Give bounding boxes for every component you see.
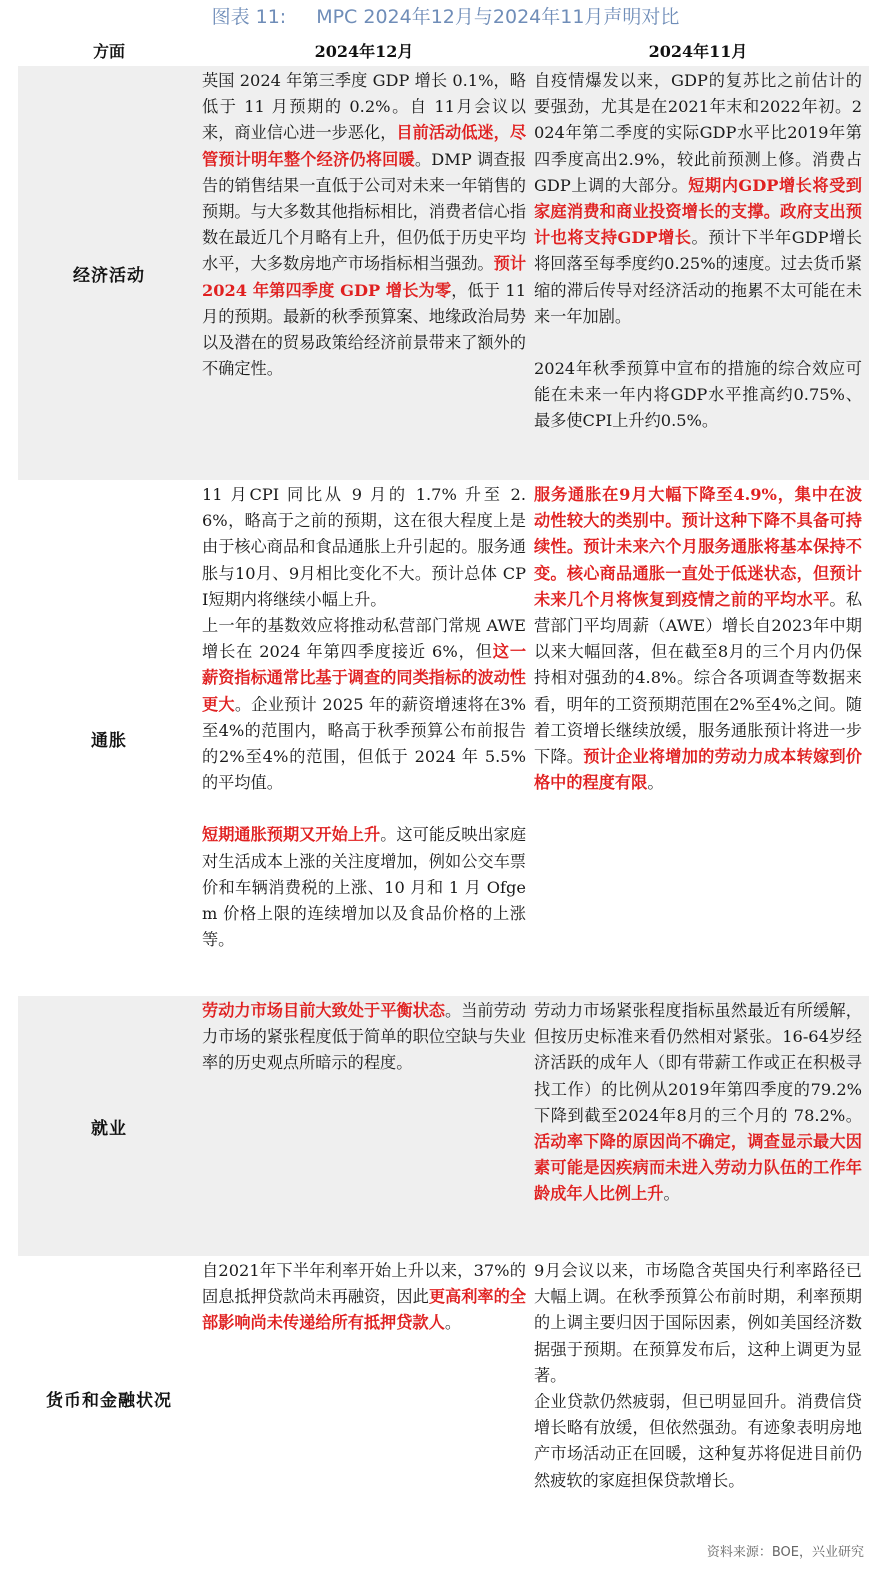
- row-label-economy: 经济活动: [73, 265, 145, 286]
- source-note: 资料来源：BOE，兴业研究: [706, 1545, 864, 1560]
- header-dec-2024: 2024年12月: [314, 42, 414, 61]
- highlight-text: 更高利率的全部影响尚未传递给所有抵押贷款人: [202, 1287, 526, 1333]
- highlight-text: 这一薪资指标通常比基于调查的同类指标的波动性更大: [202, 642, 526, 714]
- highlight-text: 劳动力市场目前大致处于平衡状态: [202, 1001, 446, 1020]
- cell-economy-dec: 英国 2024 年第三季度 GDP 增长 0.1%，略低于 11 月预期的 0.2%。自 11月会议以来，商业信心进一步恶化，目前活动低迷，尽管预计明年整个经济仍将回暖。DMP 调查报告的销售结果一直低于公司对未来一年销售的预期。与大多数其他指标相比，消费者信心指数在最近几个月略有上升，但仍低于历史平均水平，大多数房地产市场指标相当强劲。预计 2024 年第四季度 GDP 增长为零，低于 11 月的预期。最新的秋季预算案、地缘政治局势以及潜在的贸易政策给经济前景带来了额外的不确定性。: [202, 71, 526, 379]
- cell-employment-dec: 劳动力市场目前大致处于平衡状态。当前劳动力市场的紧张程度低于简单的职位空缺与失业率的历史观点所暗示的程度。: [202, 1001, 526, 1073]
- cell-employment-nov: 劳动力市场紧张程度指标虽然最近有所缓解，但按历史标准来看仍然相对紧张。16-64岁经济活跃的成年人（即有带薪工作或正在积极寻找工作）的比例从2019年第四季度的79.2%下降到截至2024年8月的三个月的 78.2%。活动率下降的原因尚不确定，调查显示最大因素可能是因疾病而未进入劳动力队伍的工作年龄成年人比例上升。: [534, 1001, 862, 1204]
- row-label-monetary: 货币和金融状况: [46, 1390, 172, 1411]
- header-nov-2024: 2024年11月: [648, 42, 748, 61]
- header-aspect: 方面: [92, 42, 125, 61]
- cell-economy-nov: 自疫情爆发以来，GDP的复苏比之前估计的要强劲，尤其是在2021年末和2022年初。2024年第二季度的实际GDP水平比2019年第四季度高出2.9%，较此前预测上修。消费占GDP上调的大部分。短期内GDP增长将受到家庭消费和商业投资增长的支撑。政府支出预计也将支持GDP增长。预计下半年GDP增长将回落至每季度约0.25%的速度。过去货币紧缩的滞后传导对经济活动的拖累不太可能在未来一年加剧。 2024年秋季预算中宣布的措施的综合效应可能在未来一年内将GDP水平推高约0.75%、最多使CPI上升约0.5%。: [534, 71, 862, 431]
- highlight-text: 预计 2024 年第四季度 GDP 增长为零: [202, 254, 526, 300]
- highlight-text: 活动率下降的原因尚不确定，调查显示最大因素可能是因疾病而未进入劳动力队伍的工作年龄成年人比例上升: [534, 1132, 862, 1204]
- row-label-employment: 就业: [91, 1118, 127, 1139]
- figure-number: 图表 11:: [211, 6, 287, 28]
- cell-monetary-nov: 9月会议以来，市场隐含英国央行利率路径已大幅上调。在秋季预算公布前时期，利率预期的上调主要归因于国际因素，例如美国经济数据强于预期。在预算发布后，这种上调更为显著。 企业贷款仍然疲弱，但已明显回升。消费信贷增长略有放缓，但依然强劲。有迹象表明房地产市场活动正在回暖，这种复苏将促进目前仍然疲软的家庭担保贷款增长。: [534, 1261, 862, 1490]
- figure-title-text: MPC 2024年12月与2024年11月声明对比: [316, 6, 680, 28]
- cell-inflation-dec: 11 月CPI 同比从 9 月的 1.7% 升至 2.6%，略高于之前的预期，这在很大程度上是由于核心商品和食品通胀上升引起的。服务通胀与10月、9月相比变化不大。预计总体 CPI短期内将继续小幅上升。 上一年的基数效应将推动私营部门常规 AWE 增长在 2024 年第四季度接近 6%，但这一薪资指标通常比基于调查的同类指标的波动性更大。企业预计 2025 年的薪资增速将在3%至4%的范围内，略高于秋季预算公布前报告的2%至4%的范围，但低于 2024 年 5.5%的平均值。 短期通胀预期又开始上升。这可能反映出家庭对生活成本上涨的关注度增加，例如公交车票价和车辆消费税的上涨、10 月和 1 月 Ofgem 价格上限的连续增加以及食品价格的上涨等。: [202, 485, 526, 950]
- highlight-text: 短期内GDP增长将受到家庭消费和商业投资增长的支撑。政府支出预计也将支持GDP增长: [534, 175, 862, 248]
- highlight-text: 短期通胀预期又开始上升: [202, 825, 381, 845]
- cell-monetary-dec: 自2021年下半年利率开始上升以来，37%的固息抵押贷款尚未再融资，因此更高利率的全部影响尚未传递给所有抵押贷款人。: [202, 1261, 526, 1333]
- row-label-inflation: 通胀: [91, 730, 127, 751]
- highlight-text: 预计企业将增加的劳动力成本转嫁到价格中的程度有限: [534, 747, 862, 793]
- cell-inflation-nov: 服务通胀在9月大幅下降至4.9%，集中在波动性较大的类别中。预计这种下降不具备可持续性。预计未来六个月服务通胀将基本保持不变。核心商品通胀一直处于低迷状态，但预计未来几个月将恢复到疫情之前的平均水平。私营部门平均周薪（AWE）增长自2023年中期以来大幅回落，但在截至8月的三个月内仍保持相对强劲的4.8%。综合各项调查等数据来看，明年的工资预期范围在2%至4%之间。随着工资增长继续放缓，服务通胀预计将进一步下降。预计企业将增加的劳动力成本转嫁到价格中的程度有限。: [534, 485, 862, 793]
- figure-title: [0, 2, 891, 32]
- highlight-text: 目前活动低迷，尽管预计明年整个经济仍将回暖: [202, 123, 526, 169]
- highlight-text: 服务通胀在9月大幅下降至4.9%，集中在波动性较大的类别中。预计这种下降不具备可持续性。预计未来六个月服务通胀将基本保持不变。核心商品通胀一直处于低迷状态，但预计未来几个月将恢复到疫情之前的平均水平: [534, 485, 862, 609]
